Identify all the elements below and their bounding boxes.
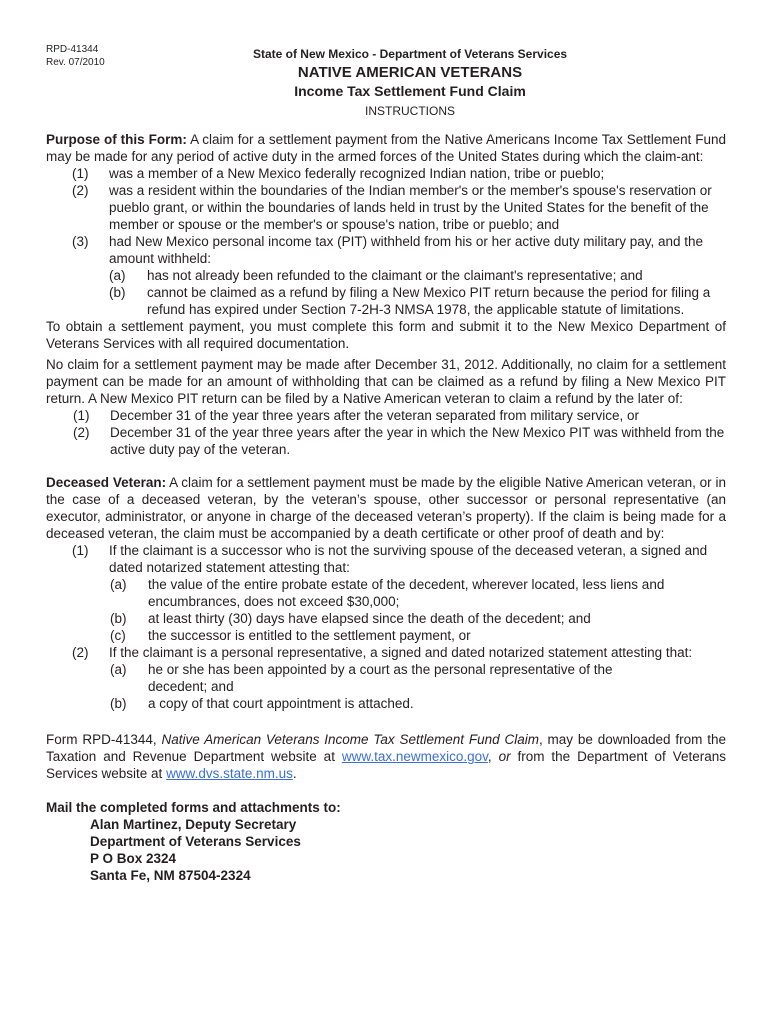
item-number: (1) <box>72 166 89 181</box>
item-number: (b) <box>110 696 127 711</box>
document-header <box>160 47 660 119</box>
purpose-item-3 <box>46 233 726 267</box>
item-number: (2) <box>72 183 89 198</box>
document-subtitle: Income Tax Settlement Fund Claim <box>294 83 526 99</box>
purpose-item-1 <box>46 165 726 182</box>
form-name: Native American Veterans Income Tax Settlement Fund Claim <box>161 732 539 747</box>
item-text: cannot be claimed as a refund by filing a New Mexico PIT return because the period for filing a refund has expired under Section 7-2H-3 NMSA 1978, the applicable statute of limitations. <box>147 285 711 317</box>
item-text: at least thirty (30) days have elapsed since the death of the decedent; and <box>148 611 591 626</box>
item-number: (1) <box>72 543 89 558</box>
tax-website-link[interactable]: www.tax.newmexico.gov <box>341 749 488 764</box>
item-number: (b) <box>109 285 126 300</box>
item-number: (3) <box>72 234 89 249</box>
item-text: If the claimant is a successor who is not the surviving spouse of the deceased veteran, a signed and dated notarized statement attesting that: <box>109 543 708 575</box>
obtain-paragraph: To obtain a settlement payment, you must complete this form and submit it to the New Mexico Department of Veterans Services with all required documentation. <box>46 319 726 351</box>
agency-name: State of New Mexico - Department of Veterans Services <box>252 47 568 61</box>
download-text: . <box>292 766 297 781</box>
deceased-item-1b <box>46 610 726 627</box>
item-number: (2) <box>73 425 90 440</box>
item-text: December 31 of the year three years after the veteran separated from military service, or <box>110 408 639 423</box>
deceased-item-2a <box>46 661 726 695</box>
download-or: or <box>498 749 511 764</box>
deadline-item-2 <box>46 424 726 458</box>
deceased-intro: A claim for a settlement payment must be made by the eligible Native American veteran, or in the case of a deceased veteran, by the veteran’s spouse, other successor or personal representative (an executor, administrator, or anyone in charge of the deceased veteran’s property). If the claim is being made for a deceased veteran, the claim must be accompanied by a death certificate or other proof of death and by: <box>46 475 726 541</box>
form-id <box>46 43 105 69</box>
dvs-website-link[interactable]: www.dvs.state.nm.us <box>166 766 293 781</box>
download-text: from the Department of Veterans Services website at <box>46 749 726 781</box>
deceased-item-1c <box>46 627 726 644</box>
download-paragraph <box>46 731 726 782</box>
item-number: (2) <box>72 645 89 660</box>
item-text: the successor is entitled to the settlement payment, or <box>148 628 471 643</box>
download-text: , <box>487 749 499 764</box>
address-line-department: Department of Veterans Services <box>90 834 301 849</box>
deceased-item-1 <box>46 542 726 576</box>
item-number: (a) <box>110 577 127 592</box>
form-number: RPD-41344 <box>46 44 99 55</box>
deadline-item-1 <box>46 407 726 424</box>
item-text: a copy of that court appointment is attached. <box>148 696 414 711</box>
item-text: had New Mexico personal income tax (PIT) withheld from his or her active duty military pay, and the amount withheld: <box>109 234 703 266</box>
item-text: was a member of a New Mexico federally recognized Indian nation, tribe or pueblo; <box>109 166 605 181</box>
form-revision: Rev. 07/2010 <box>46 57 105 68</box>
mailing-section <box>46 799 726 884</box>
item-text: December 31 of the year three years after the year in which the New Mexico PIT was withheld from the active duty pay of the veteran. <box>110 425 725 457</box>
mail-heading: Mail the completed forms and attachments to: <box>46 800 341 815</box>
instructions-body <box>46 131 726 884</box>
item-text: has not already been refunded to the claimant or the claimant's representative; and <box>147 268 643 283</box>
download-text: Form RPD-41344, <box>46 732 162 747</box>
deceased-item-2 <box>46 644 726 661</box>
item-number: (c) <box>110 628 126 643</box>
item-text: the value of the entire probate estate of the decedent, wherever located, less liens and encumbrances, does not exceed $30,000; <box>148 577 665 609</box>
item-text: he or she has been appointed by a court as the personal representative of the decedent; and <box>148 662 613 694</box>
item-number: (1) <box>73 408 90 423</box>
item-number: (b) <box>110 611 127 626</box>
document-title: NATIVE AMERICAN VETERANS <box>297 64 523 81</box>
item-text: was a resident within the boundaries of the Indian member's or the member's spouse's reservation or pueblo grant, or within the boundaries of lands held in trust by the United States for the benefit of the member or spouse or the member's or spouse's nation, tribe or pueblo; and <box>109 183 712 232</box>
purpose-heading: Purpose of this Form: <box>46 132 187 147</box>
download-text: , may be downloaded from the Taxation and Revenue Department website at <box>46 732 726 764</box>
item-number: (a) <box>109 268 126 283</box>
deceased-item-2b <box>46 695 726 712</box>
purpose-item-2 <box>46 182 726 233</box>
purpose-subitem-b <box>46 284 726 318</box>
deceased-item-1a <box>46 576 726 610</box>
item-text: If the claimant is a personal representative, a signed and dated notarized statement attesting that: <box>109 645 693 660</box>
item-number: (a) <box>110 662 127 677</box>
purpose-paragraph <box>46 131 726 165</box>
deceased-heading: Deceased Veteran: <box>46 475 167 490</box>
purpose-intro: A claim for a settlement payment from the Native Americans Income Tax Settlement Fund may be made for any period of active duty in the armed forces of the United States during which the claim-ant: <box>46 132 726 164</box>
address-line-city: Santa Fe, NM 87504-2324 <box>90 868 251 883</box>
address-line-box: P O Box 2324 <box>90 851 177 866</box>
deadline-paragraph: No claim for a settlement payment may be made after December 31, 2012. Additionally, no claim for a settlement payment can be made for an amount of withholding that can be claimed as a refund by filing a New Mexico PIT return. A New Mexico PIT return can be filed by a Native American veteran to claim a refund by the later of: <box>46 357 726 406</box>
address-line-name: Alan Martinez, Deputy Secretary <box>90 817 297 832</box>
purpose-subitem-a <box>46 267 726 284</box>
deceased-paragraph <box>46 474 726 542</box>
section-label: INSTRUCTIONS <box>365 104 455 118</box>
